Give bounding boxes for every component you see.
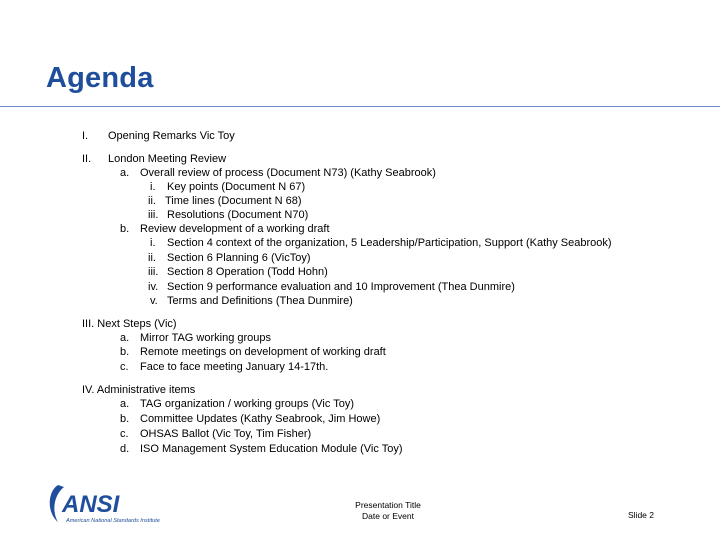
agenda-subsubitem: Section 9 performance evaluation and 10 Improvement (Thea Dunmire) xyxy=(167,281,515,293)
footer-presentation-title: Presentation Title xyxy=(355,500,421,510)
ansi-logo xyxy=(44,482,204,526)
footer-date-event: Date or Event xyxy=(362,511,414,521)
agenda-num: iv. xyxy=(148,281,159,293)
agenda-subitem: Committee Updates (Kathy Seabrook, Jim Howe) xyxy=(140,413,381,425)
agenda-subitem: Mirror TAG working groups xyxy=(140,332,272,344)
agenda-num: i. xyxy=(150,237,156,249)
agenda-subitem: Face to face meeting January 14-17th. xyxy=(140,361,329,373)
agenda-num: b. xyxy=(120,346,130,358)
agenda-subsubitem: Section 4 context of the organization, 5 Leadership/Participation, Support (Kathy Seabrook) xyxy=(167,237,612,249)
slide-title: Agenda xyxy=(46,62,154,94)
agenda-num: iii. xyxy=(148,266,159,278)
agenda-num: v. xyxy=(150,295,158,307)
agenda-num: i. xyxy=(150,181,156,193)
title-divider xyxy=(0,106,720,107)
agenda-subitem: Review development of a working draft xyxy=(140,223,330,235)
agenda-subsubitem: Section 6 Planning 6 (VicToy) xyxy=(167,252,311,264)
slide-number: Slide 2 xyxy=(628,510,654,520)
agenda-num: b. xyxy=(120,413,130,425)
agenda-subsubitem: Section 8 Operation (Todd Hohn) xyxy=(167,266,328,278)
agenda-num: a. xyxy=(120,332,130,344)
agenda-item-opening: Opening Remarks Vic Toy xyxy=(108,130,235,142)
agenda-subitem: OHSAS Ballot (Vic Toy, Tim Fisher) xyxy=(140,428,312,440)
agenda-num: I. xyxy=(82,130,89,142)
agenda-num: II. xyxy=(82,153,92,165)
agenda-subsubitem: Time lines (Document N 68) xyxy=(165,195,302,207)
agenda-subitem: TAG organization / working groups (Vic Toy) xyxy=(140,398,354,410)
agenda-num: b. xyxy=(120,223,130,235)
agenda-num: a. xyxy=(120,167,130,179)
agenda-subitem: Overall review of process (Document N73) (Kathy Seabrook) xyxy=(140,167,436,179)
agenda-num: c. xyxy=(120,428,129,440)
footer-info xyxy=(338,500,438,522)
agenda-num: ii. xyxy=(148,195,156,207)
agenda-subitem: Remote meetings on development of working draft xyxy=(140,346,386,358)
agenda-num: ii. xyxy=(148,252,156,264)
agenda-num: d. xyxy=(120,443,130,455)
agenda-subsubitem: Resolutions (Document N70) xyxy=(167,209,309,221)
agenda-subitem: ISO Management System Education Module (Vic Toy) xyxy=(140,443,403,455)
agenda-item-london-review: London Meeting Review xyxy=(108,153,227,165)
agenda-num: a. xyxy=(120,398,130,410)
agenda-item-administrative: IV. Administrative items xyxy=(82,384,196,396)
agenda-num: iii. xyxy=(148,209,159,221)
agenda-subsubitem: Terms and Definitions (Thea Dunmire) xyxy=(167,295,353,307)
logo-tagline: American National Standards Institute xyxy=(66,518,160,524)
agenda-subsubitem: Key points (Document N 67) xyxy=(167,181,306,193)
agenda-num: c. xyxy=(120,361,129,373)
logo-wordmark: ANSI xyxy=(62,491,120,518)
agenda-item-next-steps: III. Next Steps (Vic) xyxy=(82,318,177,330)
